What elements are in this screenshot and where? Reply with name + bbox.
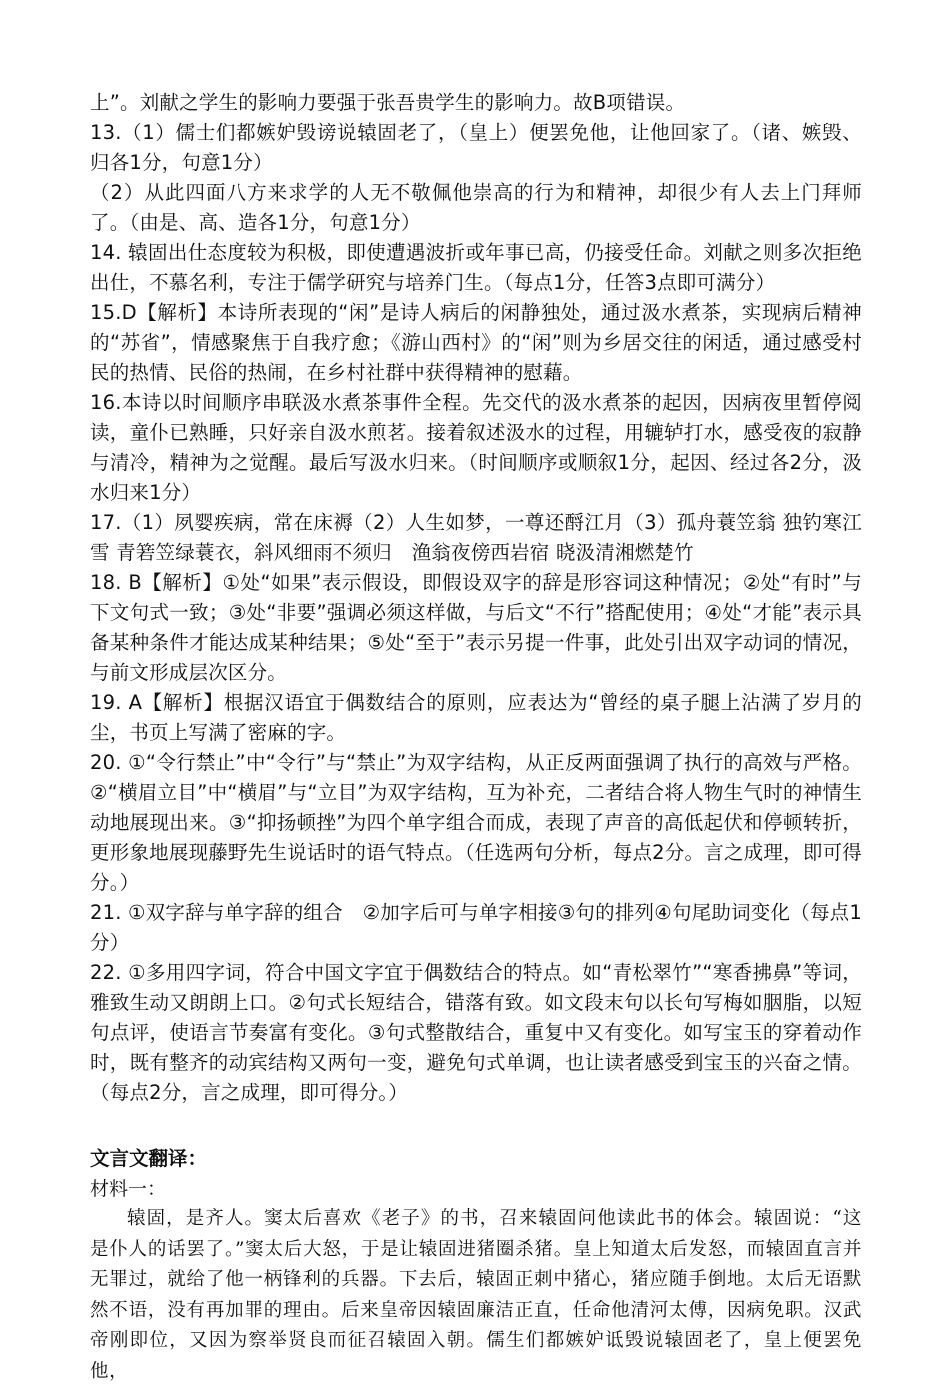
answer-15: 15.D【解析】本诗所表现的“闲”是诗人病后的闲静独处，通过汲水煮茶，实现病后精神的“苏省”，情感聚焦于自我疗愈；《游山西村》的“闲”则为乡居交往的闲适，通过感受村民的热情、民俗的热闹，在乡村社群中获得精神的慰藉。 (90, 301, 862, 384)
section-gap (90, 1108, 862, 1144)
translation-text: 辕固，是齐人。窦太后喜欢《老子》的书，召来辕固问他读此书的体会。辕固说：“这是仆人的话罢了。”窦太后大怒，于是让辕固进猪圈杀猪。皇上知道太后发怒，而辕固直言并无罪过，就给了他一柄锋利的兵器。下去后，辕固正刺中猪心，猪应随手倒地。太后无语默然不语，没有再加罪的理由。后来皇帝因辕固廉洁正直，任命他清河太傅，因病免职。汉武帝刚即位，又因为察举贤良而征召辕固入朝。儒生们都嫉妒诋毁说辕固老了，皇上便罢免他， (90, 1208, 862, 1382)
answer-17: 17.（1）夙婴疾病，常在床褥（2）人生如梦，一尊还酹江月（3）孤舟蓑笠翁 独钓寒江雪 青箬笠绿蓑衣，斜风细雨不须归 渔翁夜傍西岩宿 晓汲清湘燃楚竹 (90, 511, 862, 564)
answer-12-tail: 上”。刘献之学生的影响力要强于张吾贵学生的影响力。故B项错误。 (90, 91, 686, 114)
material-label: 材料一： (90, 1178, 167, 1200)
answer-22: 22. ①多用四字词，符合中国文字宜于偶数结合的特点。如“青松翠竹”“寒香拂鼻”等词，雅致生动又朗朗上口。②句式长短结合，错落有致。如文段末句以长句写梅如胭脂，以短句点评，使语言节奏富有变化。③句式整散结合，重复中又有变化。如写宝玉的穿着动作时，既有整齐的动宾结构又两句一变，避免句式单调，也让读者感受到宝玉的兴奋之情。（每点2分，言之成理，即可得分。） (90, 961, 862, 1104)
translation-heading: 文言文翻译： (90, 1147, 208, 1170)
answer-19: 19. A【解析】根据汉语宜于偶数结合的原则，应表达为“曾经的桌子腿上沾满了岁月的尘，书页上写满了密麻的字。 (90, 691, 862, 744)
answer-content (90, 88, 862, 1387)
answer-14: 14. 辕固出仕态度较为积极，即使遭遇波折或年事已高，仍接受任命。刘献之则多次拒绝出仕，不慕名利，专注于儒学研究与培养门生。（每点1分，任答3点即可满分） (90, 241, 862, 294)
answer-13-part1: 13.（1）儒士们都嫉妒毁谤说辕固老了，（皇上）便罢免他，让他回家了。（诸、嫉毁、归各1分，句意1分） (90, 121, 862, 174)
answer-18: 18. B【解析】①处“如果”表示假设，即假设双字的辞是形容词这种情况；②处“有时”与下文句式一致；③处“非要”强调必须这样做，与后文“不行”搭配使用；④处“才能”表示具备某种条件才能达成某种结果；⑤处“至于”表示另提一件事，此处引出双字动词的情况，与前文形成层次区分。 (90, 571, 862, 684)
answer-21: 21. ①双字辞与单字辞的组合 ②加字后可与单字相接③句的排列④句尾助词变化（每点1分） (90, 901, 862, 954)
answer-20: 20. ①“令行禁止”中“令行”与“禁止”为双字结构，从正反两面强调了执行的高效与严格。②“横眉立目”中“横眉”与“立目”为双字结构，互为补充，二者结合将人物生气时的神情生动地展现出来。③“抑扬顿挫”为四个单字组合而成，表现了声音的高低起伏和停顿转折，更形象地展现藤野先生说话时的语气特点。（任选两句分析，每点2分。言之成理，即可得分。） (90, 751, 862, 894)
answer-16: 16.本诗以时间顺序串联汲水煮茶事件全程。先交代的汲水煮茶的起因，因病夜里暂停阅读，童仆已熟睡，只好亲自汲水煎茗。接着叙述汲水的过程，用辘轳打水，感受夜的寂静与清冷，精神为之觉醒。最后写汲水归来。（时间顺序或顺叙1分，起因、经过各2分，汲水归来1分） (90, 391, 862, 504)
answer-13-part2: （2）从此四面八方来求学的人无不敬佩他崇高的行为和精神，却很少有人去上门拜师了。（由是、高、造各1分，句意1分） (90, 181, 862, 234)
